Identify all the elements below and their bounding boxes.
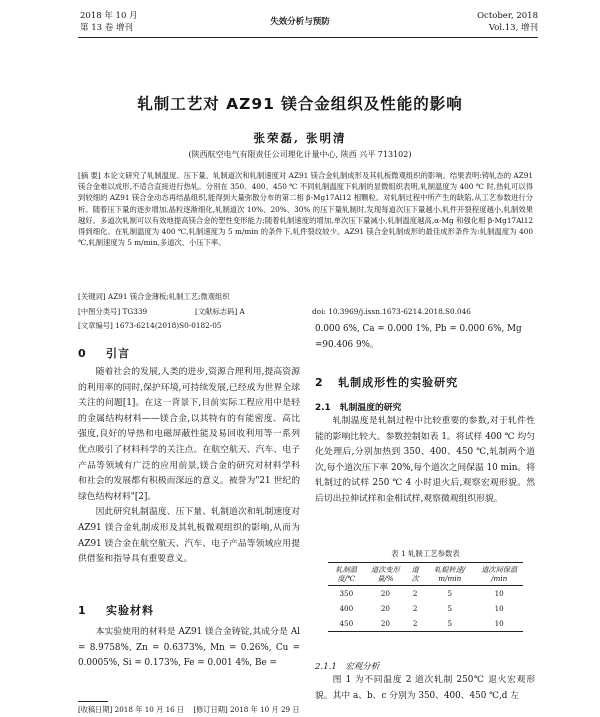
table-row — [328, 616, 523, 632]
doi — [312, 306, 471, 317]
keywords — [78, 291, 533, 302]
header-date-en: October, 2018 — [477, 11, 538, 21]
intro-paragraph-1: 随着社会的发展,人类的进步,资源合理利用,提高资源的利用率的同时,保护环境,可持续发展,已经成为世界全球关注的问题[1]。在这一背景下,目前实际工程应用中是轻的金属结构材料——镁合金,以其特有的有能密度、高比强度,良好的导热和电磁屏蔽性能及易回收利用等一系列优点吸引了材料科学的关注点。在航空航天、汽车、电子产品等领域有广泛的应用前景,镁合金的研究对材料学科和社会的发展都有积极而深远的意义。被誉为"21 世纪的绿色结构材料"[2]。 — [78, 367, 300, 502]
table-cell: 20 — [365, 616, 407, 632]
footnote-rule — [78, 701, 108, 702]
rolling-parameters-table — [328, 562, 523, 632]
macro-body — [315, 673, 535, 704]
materials-body — [78, 625, 300, 672]
table-cell: 5 — [424, 616, 475, 632]
subsubsection-number: 2.1.1 — [315, 662, 337, 672]
section-number: 2 — [315, 376, 324, 389]
keywords-text: AZ91 镁合金薄板;轧制工艺;微观组织 — [107, 292, 230, 301]
footnote-dates — [78, 705, 300, 715]
table-cell: 2 — [412, 603, 418, 613]
header-date: 2018 年 10 月 — [80, 11, 138, 21]
section-heading-research — [315, 374, 458, 390]
composition-line-2: =90.406 9%。 — [315, 339, 379, 350]
macro-paragraph: 图 1 为不同温度 2 道次轧制 250℃ 退火宏观形貌。其中 a、b、c 分别为 350、400、450 ℃,d 左 — [315, 675, 535, 701]
table-row — [328, 586, 523, 602]
intro-body — [78, 365, 300, 568]
abstract — [78, 170, 533, 248]
table-cell: 10 — [494, 588, 504, 598]
table-cell: 350 — [339, 588, 354, 598]
received-date: 2018 年 10 月 16 日 — [114, 705, 185, 714]
authors: 张荣磊, 张明清 — [253, 131, 347, 145]
composition-continued — [315, 322, 535, 353]
clc — [78, 306, 147, 317]
header-volume: 第 13 卷 增刊 — [80, 23, 133, 33]
document-code — [195, 306, 245, 317]
journal-name: 失效分析与预防 — [270, 17, 330, 27]
article-number — [78, 320, 222, 331]
section-number: 0 — [78, 347, 87, 360]
temperature-paragraph: 轧制温度是轧制过程中比较重要的参数,对于轧件性能的影响比较大。参数控制如表 1。将试样 400 ℃ 均匀化处理后,分别加热到 350、400、450 ℃,轧制两个道次,每个道次压下率 20%,每个道次之间保温 10 min。将轧制过的试样 250 ℃ 4 小时退火后,观察宏观形貌。然后切出拉伸试样和金相试样,观察微观组织形貌。 — [315, 416, 535, 504]
received-label: [收稿日期] — [78, 705, 113, 714]
table-header-cell: 道次变形量/% — [365, 563, 407, 586]
section-heading-intro — [78, 345, 130, 361]
table-cell: 400 — [339, 603, 354, 613]
table-cell: 5 — [447, 603, 453, 613]
composition-line-1: 0.000 6%, Ca = 0.000 1%, Pb = 0.000 6%, Mg — [315, 324, 522, 334]
header-rule — [78, 37, 538, 38]
table-header-cell: 道次 — [406, 563, 424, 586]
doi-label: doi: — [312, 307, 326, 316]
table-cell: 2 — [412, 588, 418, 598]
revised-date: 2018 年 10 月 29 日 — [230, 705, 300, 714]
table-cell: 10 — [475, 616, 523, 632]
abstract-text: 本论文研究了轧制温度、压下量、轧制道次和轧制速度对 AZ91 镁合金轧制成形及其轧板微观组织的影响。结果表明:铸轧态的 AZ91 镁合金难以成形,不适合直接进行热轧。分别在 350、400、450 ℃ 不同轧制温度下轧制的显微组织表明,轧制温度为 400 ℃ 时,热轧可以得到较细的 AZ91 镁合金动态再结晶组织,能得到大量弥散分布的第二相 β-Mg17Al12 相颗粒。对轧制过程中所产生的缺陷,从工艺参数进行分析。随着压下量的逐步增加,晶粒逐渐细化,轧制道次 10%、20%、30% 的压下量轧制时,发现每道次压下量越小,轧件开裂程度越小,轧制效果越好。多道次轧制可以有效地提高镁合金的塑性变形能力;随着轧制速度的增加,单次压下量减小,轧制温度越高,α-Mg 和强化相 β-Mg17Al12 得到细化。在轧制温度为 400 ℃,轧制速度为 5 m/min 的条件下,轧件裂纹较少。AZ91 镁合金轧制成形的最佳成形条件为:轧制温度为 400 ℃,轧制速度为 5 m/min,多道次、小压下率。 — [78, 171, 534, 248]
table-header-cell: 轧辊转速/ m/min — [424, 563, 475, 586]
paper-title: 轧制工艺对 AZ91 镁合金组织及性能的影响 — [137, 95, 463, 113]
section-title: 引言 — [105, 347, 130, 360]
abstract-label: [摘 要] — [78, 171, 101, 180]
doc-code-text: A — [239, 307, 245, 316]
table-cell: 10 — [494, 603, 504, 613]
revised-label: [修订日期] — [193, 705, 228, 714]
doi-text: 10.3969/j.issn.1673-6214.2018.S0.046 — [328, 307, 471, 316]
section-title: 轧制成形性的实验研究 — [338, 376, 459, 389]
table-header-row — [328, 563, 523, 586]
doc-code-label: [文献标志码] — [195, 307, 238, 316]
section-number: 1 — [78, 604, 87, 617]
header-volume-en: Vol.13, 增刊 — [488, 23, 538, 33]
temperature-body — [315, 414, 535, 508]
table-header-cell: 道次间保温 /min — [475, 563, 523, 586]
table-caption: 表 1 轧制工艺参数表 — [391, 549, 460, 558]
article-no-label: [文章编号] — [78, 321, 113, 330]
table-cell: 20 — [380, 588, 390, 598]
table-cell: 20 — [380, 603, 390, 613]
keywords-label: [关键词] — [78, 292, 106, 301]
subsubsection-title: 宏观分析 — [345, 662, 380, 672]
affiliation: (陕西航空电气有限责任公司理化计量中心, 陕西 兴平 713102) — [188, 150, 412, 159]
article-no-text: 1673-6214(2018)S0-0182-05 — [115, 321, 222, 330]
subsubsection-heading-macro — [315, 660, 379, 672]
table-cell: 5 — [447, 588, 453, 598]
intro-paragraph-2: 因此研究轧制温度、压下量、轧制道次和轧制速度对 AZ91 镁合金轧制成形及其轧板微观组织的影响,从而为 AZ91 镁合金在航空航天、汽车、电子产品等领域应用提供借鉴和指导具有重要意义。 — [78, 507, 300, 565]
section-title: 实验材料 — [105, 604, 154, 617]
section-heading-materials — [78, 602, 154, 618]
subsection-number: 2.1 — [315, 403, 331, 413]
subsection-heading-temperature — [315, 400, 401, 413]
materials-paragraph-1: 本实验使用的材料是 AZ91 镁合金铸锭,其成分是 Al = 8.9758%, Zn = 0.6373%, Mn = 0.26%, Cu = 0.0005%, Si = 0.173%, Fe = 0.001 4%, Be = — [78, 627, 300, 669]
table-cell: 450 — [328, 616, 365, 632]
table-row — [328, 601, 523, 616]
clc-text: TG339 — [122, 307, 148, 316]
clc-label: [中图分类号] — [78, 307, 121, 316]
table-header-cell: 轧制温度/℃ — [328, 563, 365, 586]
subsection-title: 轧制温度的研究 — [339, 403, 402, 413]
table-cell: 2 — [406, 616, 424, 632]
